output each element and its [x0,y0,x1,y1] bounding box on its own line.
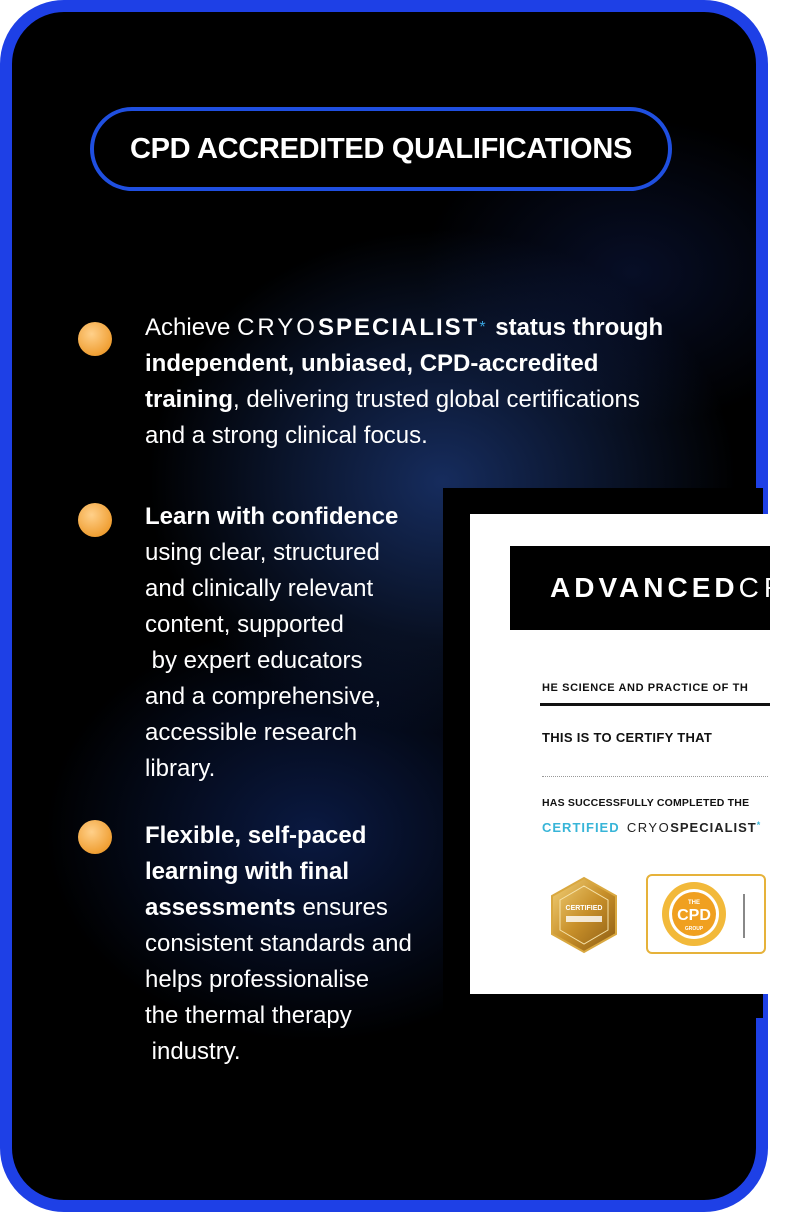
cpd-badge [646,874,766,954]
certified-badge-icon [550,876,618,954]
list-item: Flexible, self-paced learning with final assessments ensures consistent standards and helps professionalise the thermal therapy industry. [145,822,412,1065]
certificate-subtitle: HE SCIENCE AND PRACTICE OF TH [542,682,749,694]
list-item: Learn with confidence using clear, structured and clinically relevant content, supported by expert educators and a comprehensive, accessible research library. [145,503,399,782]
certificate-divider [540,703,770,706]
certificate-banner: ADVANCED CRY [510,546,770,630]
svg-text:GROUP: GROUP [684,926,704,932]
item-line: and a strong clinical focus. [145,422,428,449]
item-line: training, delivering trusted global certifications [145,386,640,413]
badge-divider [743,894,745,938]
svg-text:THE: THE [688,900,700,906]
cpd-seal-icon [660,880,728,948]
svg-text:CPD: CPD [677,907,711,924]
bullet-icon [78,503,112,537]
bullet-icon [78,322,112,356]
certificate-completed-text: HAS SUCCESSFULLY COMPLETED THE [542,797,750,809]
section-title: CPD ACCREDITED QUALIFICATIONS [90,107,672,191]
name-dotted-line [542,776,768,777]
bullet-icon [78,820,112,854]
list-item [145,310,690,454]
certificate-course-title: CERTIFIED CRYOSPECIALIST* [542,820,761,835]
svg-text:CERTIFIED: CERTIFIED [565,905,603,912]
certificate-certify-text: THIS IS TO CERTIFY THAT [542,730,713,745]
item-line: independent, unbiased, CPD-accredited [145,350,599,377]
item-line: Achieve CRYOSPECIALIST* status through [145,314,664,341]
cryospecialist-logo: CRYOSPECIALIST* [237,314,489,341]
